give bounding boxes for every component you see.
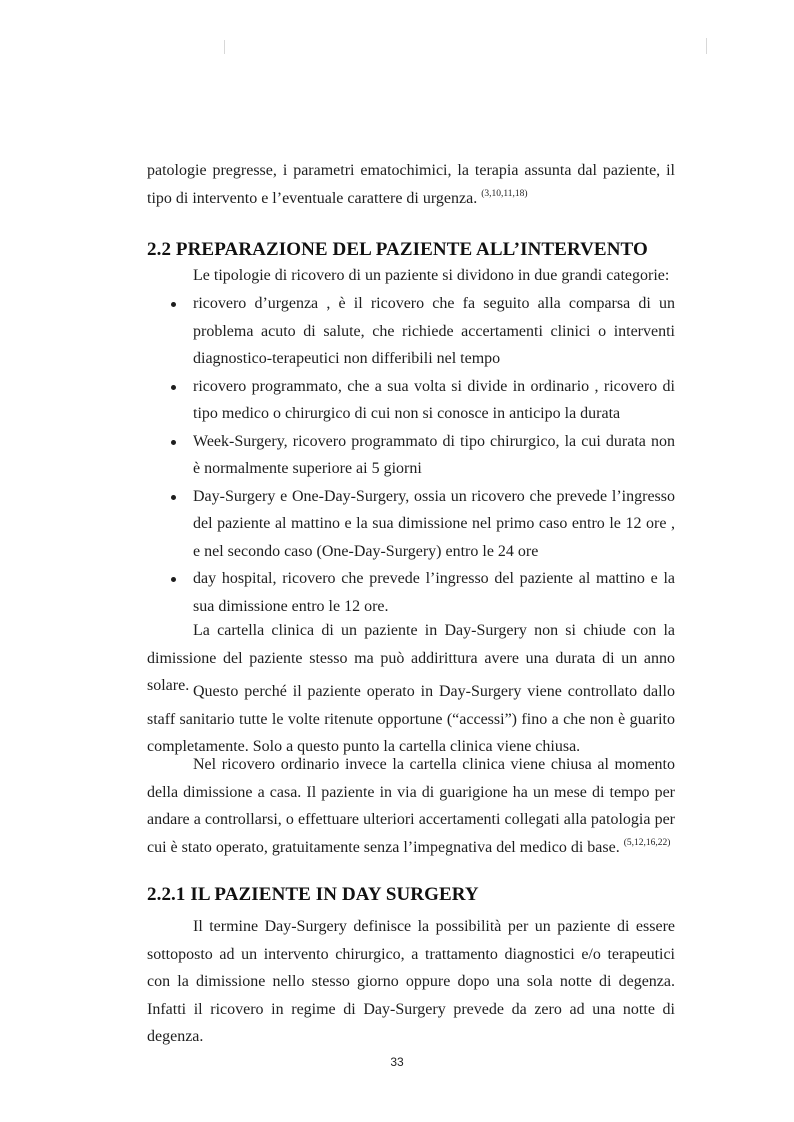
admission-types-list bbox=[147, 290, 675, 620]
paragraph-day-surgery-control: Questo perché il paziente operato in Day-Surgery viene controllato dallo staff sanitario tutte le volte ritenute opportune (“accessi”) fino a che non è guarito completamente. Solo a questo punto la cartella clinica viene chiusa. bbox=[147, 683, 675, 755]
section-heading-2-2: 2.2 PREPARAZIONE DEL PAZIENTE ALL’INTERVENTO bbox=[147, 239, 648, 260]
bullet-icon bbox=[171, 440, 176, 445]
paragraph-continued: patologie pregresse, i parametri ematochimici, la terapia assunta dal paziente, il tipo di intervento e l’eventuale carattere di urgenza. $^{(3,10,11,18)}$ bbox=[147, 162, 675, 207]
list-item: ricovero d’urgenza , è il ricovero che fa seguito alla comparsa di un problema acuto di salute, che richiede accertamenti clinici o interventi diagnostico-terapeutici non differibili nel tempo bbox=[147, 290, 675, 373]
section-heading-2-2-1: 2.2.1 IL PAZIENTE IN DAY SURGERY bbox=[147, 884, 479, 905]
citation-ref: (5,12,16,22) bbox=[623, 837, 671, 848]
list-item: Day-Surgery e One-Day-Surgery, ossia un ricovero che prevede l’ingresso del paziente al mattino e la sua dimissione nel primo caso entro le 12 ore , e nel secondo caso (One-Day-Surgery) entro le 24 ore bbox=[147, 483, 675, 566]
paragraph-cartella: La cartella clinica di un paziente in Day-Surgery non si chiude con la dimissione del paziente stesso ma può addirittura avere una durata di un anno solare. bbox=[147, 622, 675, 694]
bullet-icon bbox=[171, 302, 176, 307]
bullet-icon bbox=[171, 385, 176, 390]
scan-speck bbox=[706, 38, 707, 54]
scan-speck bbox=[224, 40, 225, 54]
bullet-icon bbox=[171, 577, 176, 582]
page-number: 33 bbox=[390, 1055, 404, 1069]
list-item: Week-Surgery, ricovero programmato di tipo chirurgico, la cui durata non è normalmente superiore ai 5 giorni bbox=[147, 428, 675, 483]
section-intro: Le tipologie di ricovero di un paziente si dividono in due grandi categorie: bbox=[193, 267, 670, 284]
bullet-icon bbox=[171, 495, 176, 500]
citation-ref: (3,10,11,18) bbox=[481, 188, 528, 199]
list-item: ricovero programmato, che a sua volta si divide in ordinario , ricovero di tipo medico o chirurgico di cui non si conosce in anticipo la durata bbox=[147, 373, 675, 428]
list-item: day hospital, ricovero che prevede l’ingresso del paziente al mattino e la sua dimissione entro le 12 ore. bbox=[147, 565, 675, 620]
paragraph-day-surgery-definition: Il termine Day-Surgery definisce la possibilità per un paziente di essere sottoposto ad un intervento chirurgico, a trattamento diagnostici e/o terapeutici con la dimissione nello stesso giorno oppure dopo una sola notte di degenza. Infatti il ricovero in regime di Day-Surgery prevede da zero ad una notte di degenza. bbox=[147, 918, 675, 1045]
paragraph-ricovero-ordinario: Nel ricovero ordinario invece la cartella clinica viene chiusa al momento della dimissione a casa. Il paziente in via di guarigione ha un mese di tempo per andare a controllarsi, o effettuare ulteriori accertamenti collegati alla patologia per cui è stato operato, gratuitamente senza l’impegnativa del medico di base. $^{(5,12,16,22)}$ bbox=[147, 756, 675, 856]
